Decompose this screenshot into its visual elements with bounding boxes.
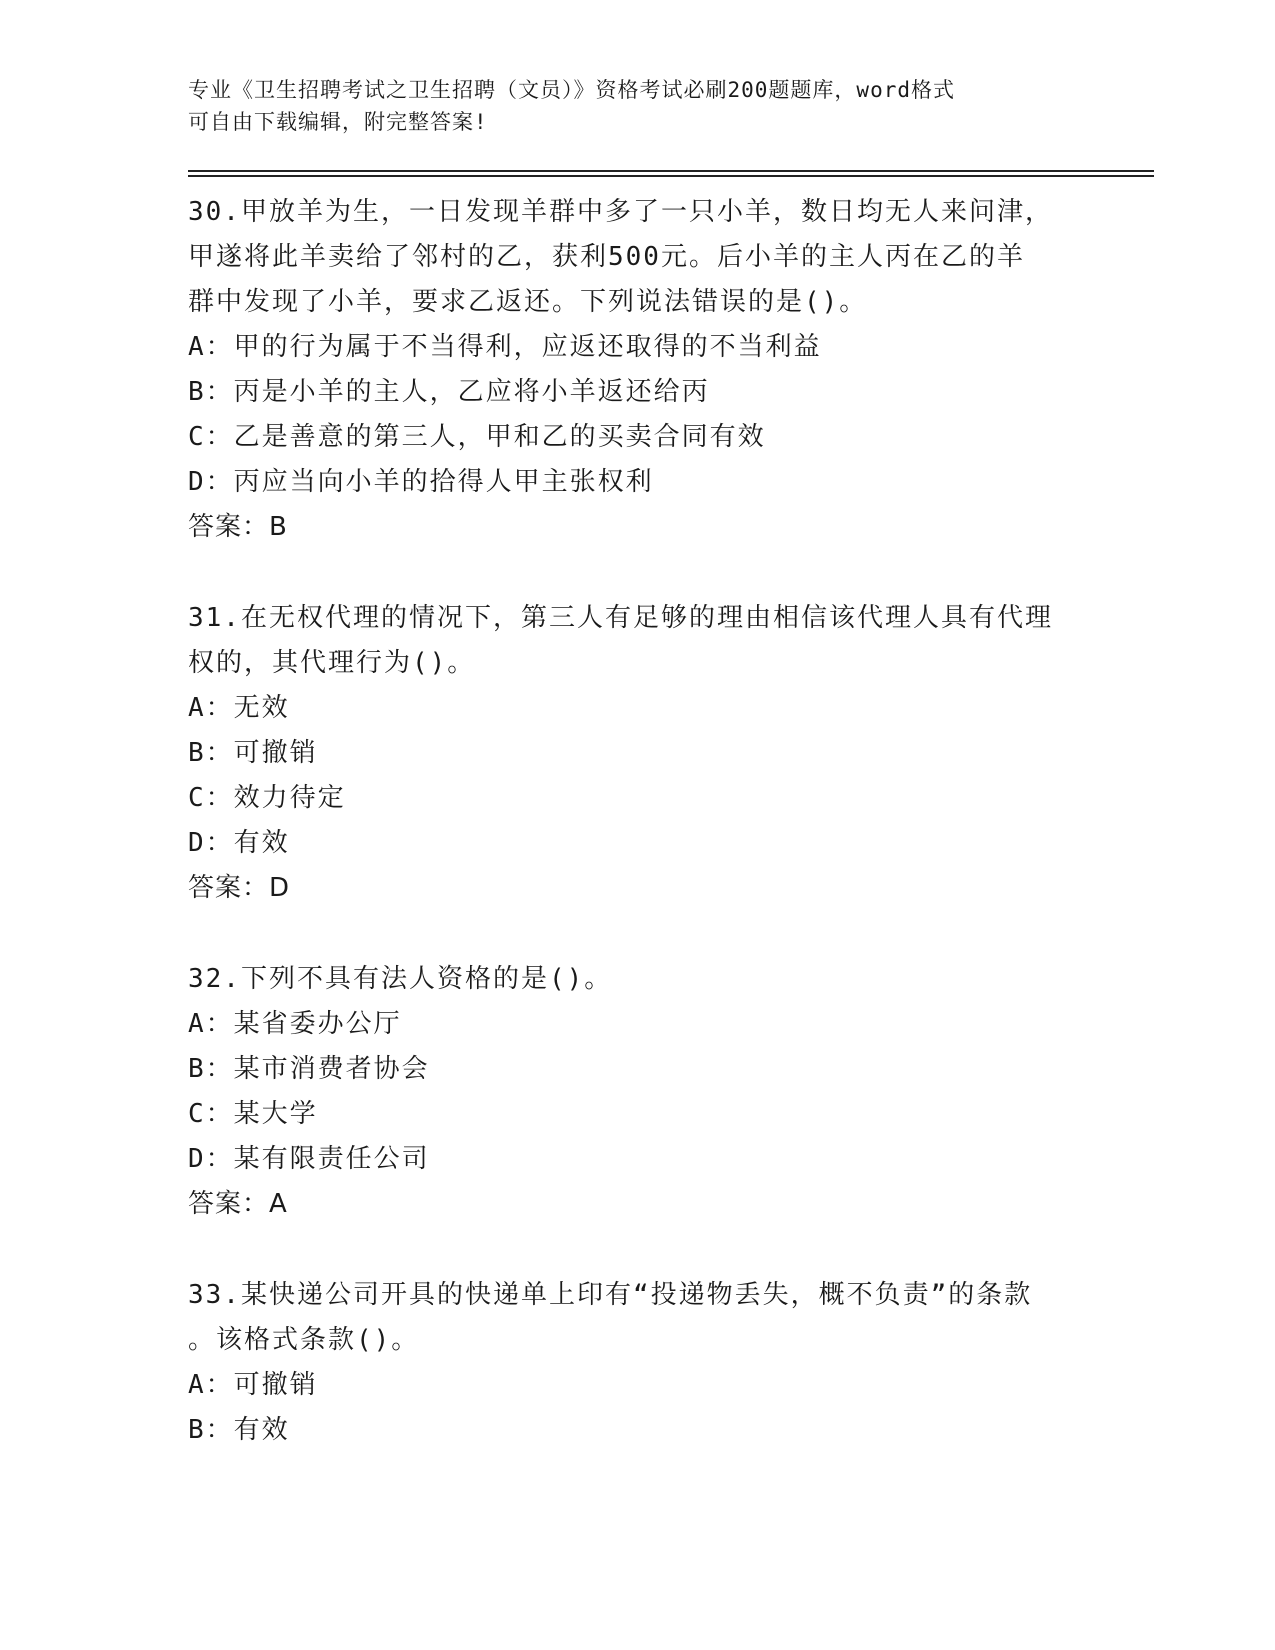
question-text-line: 群中发现了小羊，要求乙返还。下列说法错误的是()。 bbox=[188, 287, 868, 317]
answer: 答案：B bbox=[188, 512, 288, 542]
option-c: C：某大学 bbox=[188, 1099, 318, 1129]
question-31 bbox=[188, 596, 1088, 911]
option-a: A：某省委办公厅 bbox=[188, 1009, 402, 1039]
option-b: B：某市消费者协会 bbox=[188, 1054, 430, 1084]
header-line-1: 专业《卫生招聘考试之卫生招聘（文员）》资格考试必刷200题题库，word格式 bbox=[188, 78, 955, 102]
option-c: C：乙是善意的第三人，甲和乙的买卖合同有效 bbox=[188, 422, 766, 452]
option-d: D：丙应当向小羊的拾得人甲主张权利 bbox=[188, 467, 654, 497]
question-list bbox=[188, 190, 1088, 1499]
question-32 bbox=[188, 957, 1088, 1227]
option-b: B：丙是小羊的主人，乙应将小羊返还给丙 bbox=[188, 377, 710, 407]
question-text-line: 32.下列不具有法人资格的是()。 bbox=[188, 964, 613, 994]
option-d: D：有效 bbox=[188, 828, 290, 858]
option-b: B：有效 bbox=[188, 1415, 290, 1445]
header-rule-top bbox=[188, 170, 1154, 172]
question-text-line: 。该格式条款()。 bbox=[188, 1325, 420, 1355]
question-text-line: 甲遂将此羊卖给了邻村的乙，获利500元。后小羊的主人丙在乙的羊 bbox=[188, 242, 1025, 272]
option-b: B：可撤销 bbox=[188, 738, 318, 768]
header-line-2: 可自由下载编辑，附完整答案! bbox=[188, 110, 488, 134]
option-a: A：无效 bbox=[188, 693, 290, 723]
option-a: A：可撤销 bbox=[188, 1370, 318, 1400]
question-text-line: 31.在无权代理的情况下，第三人有足够的理由相信该代理人具有代理 bbox=[188, 603, 1053, 633]
option-d: D：某有限责任公司 bbox=[188, 1144, 430, 1174]
header-rule-bottom bbox=[188, 175, 1154, 177]
question-33 bbox=[188, 1273, 1088, 1453]
answer: 答案：A bbox=[188, 1189, 288, 1219]
option-c: C：效力待定 bbox=[188, 783, 346, 813]
question-text-line: 33.某快递公司开具的快递单上印有“投递物丢失，概不负责”的条款 bbox=[188, 1280, 1033, 1310]
question-30 bbox=[188, 190, 1088, 550]
question-text-line: 权的，其代理行为()。 bbox=[188, 648, 476, 678]
question-text-line: 30.甲放羊为生，一日发现羊群中多了一只小羊，数日均无人来问津， bbox=[188, 197, 1053, 227]
document-header bbox=[188, 74, 1088, 138]
option-a: A：甲的行为属于不当得利，应返还取得的不当利益 bbox=[188, 332, 822, 362]
answer: 答案：D bbox=[188, 873, 291, 903]
